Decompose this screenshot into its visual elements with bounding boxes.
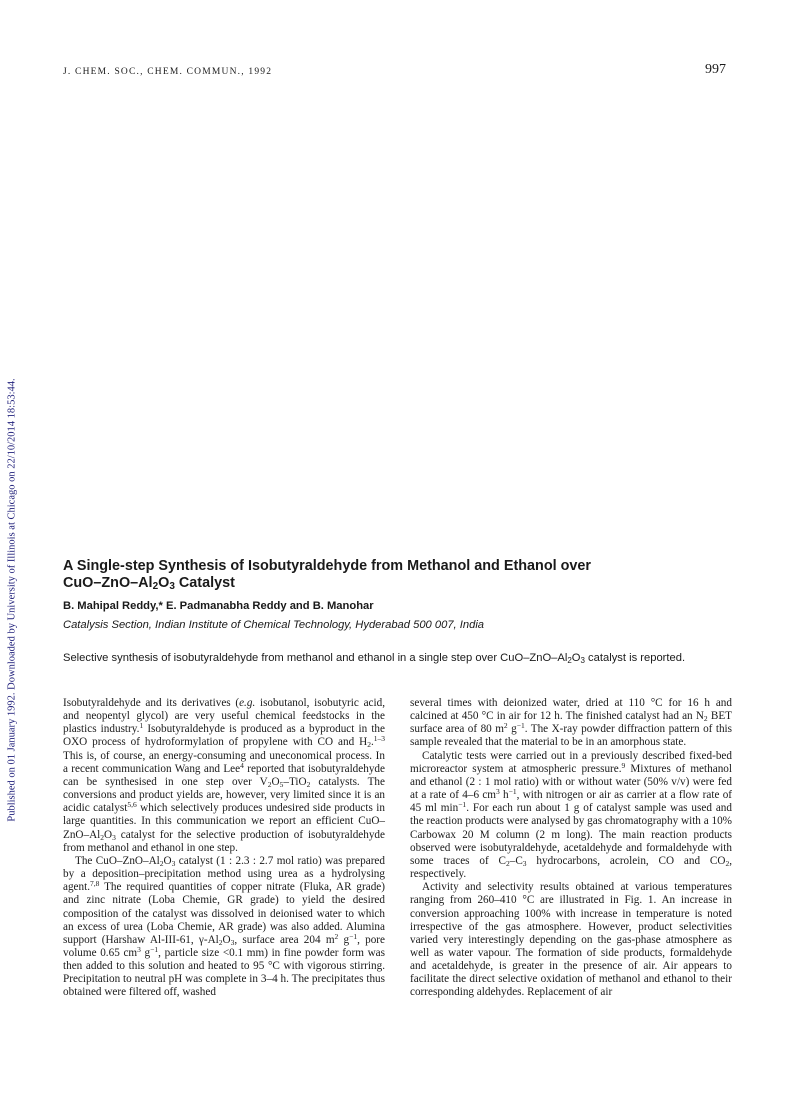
text: O: [222, 933, 231, 946]
title-text: CuO–ZnO–Al: [63, 575, 153, 591]
subscript: 3: [522, 858, 527, 868]
text: .: [370, 736, 374, 749]
superscript: 3: [137, 944, 141, 954]
text: hydrocarbons, acrolein, CO and CO: [526, 854, 726, 867]
affiliation: Catalysis Section, Indian Institute of Chemical Technology, Hyderabad 500 007, India: [63, 619, 485, 631]
text: , respectively.: [410, 854, 733, 881]
superscript: −1: [150, 944, 159, 954]
text: . For each run about 1 g of catalyst sample was used and the reaction products were analysed by gas chromatography with a 10% Carbowax 20 M column (2 m long). The main reaction products observed were isobutyraldehyde, acetaldehyde and formaldehyde with some traces of C: [410, 802, 732, 867]
text: Mixtures of methanol and ethanol (2 : 1 mol ratio) with or without water (50% v/v) were fed at a rate of 4–6 cm: [410, 762, 732, 802]
reference-marker: 1–3: [373, 734, 385, 744]
text: –TiO: [283, 775, 307, 788]
paragraph: [63, 697, 385, 855]
title-line-1: A Single-step Synthesis of Isobutyraldehyde from Methanol and Ethanol over: [63, 558, 591, 574]
paragraph: [410, 750, 732, 882]
watermark-text: Published on 01 January 1992. Downloaded by University of Illinois at Chicago on 22/10/2014 18:53:44.: [6, 378, 18, 822]
abstract-text: O: [571, 652, 581, 664]
superscript: −1: [458, 800, 467, 810]
text: , particle size <0.1 mm) in fine powder form was then added to this solution and heated to 95 °C with vigorous stirring. Precipitation to neutral pH was complete in 3–4 h. The precipitates thus obtained were filtered off, washed: [63, 946, 386, 999]
text: several times with deionized water, dried at 110 °C for 16 h and calcined at 450 °C in air for 12 h. The finished catalyst had an N: [410, 697, 732, 723]
italic-text: e.g.: [239, 697, 256, 709]
abstract-text: Selective synthesis of isobutyraldehyde from methanol and ethanol in a single step over CuO–ZnO–Al: [63, 652, 568, 664]
text: Isobutyraldehyde and its derivatives (: [63, 697, 240, 709]
subscript: 3: [580, 656, 585, 665]
text: catalyst for the selective production of isobutyraldehyde from methanol and ethanol in one step.: [63, 828, 385, 854]
text: O: [271, 775, 280, 788]
subscript: 2: [306, 779, 311, 789]
reference-marker: 9: [621, 760, 626, 770]
reference-marker: 7,8: [90, 879, 100, 889]
text: –C: [509, 854, 523, 867]
reference-marker: 1: [139, 721, 144, 731]
text: g: [338, 933, 350, 946]
text: catalysts. The conversions and product yields are, however, very limited since it is an acidic catalyst: [63, 775, 385, 815]
text: , pore volume 0.65 cm: [63, 933, 386, 959]
text: Isobutyraldehyde is produced as a byproduct in the OXO process of hydroformylation of propylene with CO and H: [63, 723, 385, 749]
subscript: 2: [367, 740, 371, 750]
subscript: 3: [171, 858, 176, 868]
subscript: 2: [159, 858, 164, 868]
article-title: [63, 558, 723, 592]
text: , with nitrogen or air as carrier at a flow rate of 45 ml min: [410, 789, 733, 815]
subscript: 3: [230, 937, 235, 947]
superscript: 2: [334, 931, 339, 941]
text: The required quantities of copper nitrate (Fluka, AR grade) and zinc nitrate (Loba Chemie, GR grade) to yield the desired composition of the catalyst was dissolved in deionised water to which an excess of urea (Loba Chemie, AR grade) was also added. Alumina support (Harshaw Al-III-61, γ-Al: [63, 881, 385, 946]
subscript: 2: [267, 779, 272, 789]
subscript: 2: [725, 858, 730, 868]
subscript: 5: [279, 779, 284, 789]
subscript: 3: [112, 832, 116, 842]
text: g: [140, 946, 151, 959]
text: O: [104, 828, 113, 841]
abstract-text: catalyst is reported.: [584, 652, 686, 664]
superscript: 3: [496, 787, 500, 797]
title-line-2: [63, 575, 235, 591]
superscript: 2: [503, 721, 508, 731]
page-number: 997: [705, 62, 726, 77]
reference-marker: 5,6: [127, 800, 137, 810]
text: which selectively produces undesired side products in large quantities. In this communication we report an efficient CuO–ZnO–Al: [63, 802, 385, 841]
paragraph: [63, 855, 385, 1000]
subscript: 2: [703, 714, 708, 724]
subscript: 2: [100, 832, 105, 842]
paragraph: Activity and selectivity results obtained at various temperatures ranging from 260–410 °C are illustrated in Fig. 1. An increase in conversion approaching 100% with increase in temperature is noted irrespective of the gas atmosphere. However, product selectivities varied very interestingly depending on the gas-phase atmosphere as well as water vapour. The formation of side products, formaldehyde and acetaldehyde, is greater in the presence of air. Air appears to facilitate the direct selective oxidation of methanol and ethanol to their corresponding aldehydes. Replacement of air: [410, 881, 732, 999]
title-text: Catalyst: [174, 575, 235, 591]
text: Catalytic tests were carried out in a previously described fixed-bed microreactor system at atmospheric pressure.: [410, 749, 732, 775]
text: reported that isobutyraldehyde can be synthesised in one step over V: [63, 762, 385, 788]
subscript: 3: [169, 581, 175, 592]
paragraph: [410, 697, 732, 750]
text: The CuO–ZnO–Al: [75, 854, 160, 867]
text: h: [499, 789, 509, 802]
superscript: −1: [349, 931, 358, 941]
title-text: O: [158, 575, 170, 591]
text: isobutanol, isobutyric acid, and neopentyl glycol) are very useful chemical feedstocks in the plastics industry.: [63, 697, 385, 736]
running-head: J. CHEM. SOC., CHEM. COMMUN., 1992: [63, 67, 273, 77]
text: , surface area 204 m: [234, 933, 335, 946]
left-column: [63, 697, 385, 1000]
subscript: 2: [567, 656, 572, 665]
subscript: 2: [152, 581, 159, 592]
right-column: [410, 697, 732, 1000]
text: O: [163, 854, 172, 867]
superscript: −1: [516, 721, 525, 731]
text: catalyst (1 : 2.3 : 2.7 mol ratio) was prepared by a deposition–precipitation method using urea as a hydrolysing agent.: [63, 854, 385, 894]
download-watermark: [0, 0, 16, 1105]
subscript: 2: [505, 858, 510, 868]
abstract: [63, 652, 738, 666]
authors: B. Mahipal Reddy,* E. Padmanabha Reddy and B. Manohar: [63, 600, 374, 612]
superscript: −1: [508, 787, 517, 797]
subscript: 2: [218, 937, 223, 947]
text: BET surface area of 80 m: [410, 710, 732, 736]
reference-marker: 4: [240, 760, 244, 770]
text: This is, of course, an energy-consuming and uneconomical process. In a recent communication Wang and Lee: [63, 749, 385, 775]
text: g: [507, 723, 517, 736]
text: . The X-ray powder diffraction pattern of this sample revealed that the material to be in an amorphous state.: [410, 723, 733, 749]
